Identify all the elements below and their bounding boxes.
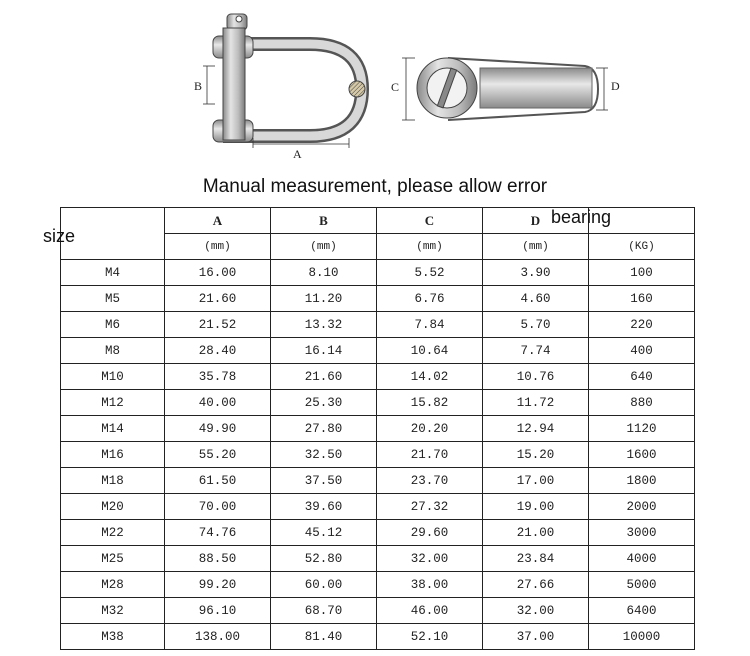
value-cell: 45.12 [271, 520, 377, 546]
value-cell: 40.00 [165, 390, 271, 416]
table-row [61, 598, 695, 624]
value-cell: 400 [589, 338, 695, 364]
value-cell: 5.70 [483, 312, 589, 338]
side-view [391, 58, 620, 120]
value-cell: 28.40 [165, 338, 271, 364]
value-cell: 32.50 [271, 442, 377, 468]
value-cell: 2000 [589, 494, 695, 520]
size-cell: M6 [61, 312, 165, 338]
value-cell: 96.10 [165, 598, 271, 624]
caption: Manual measurement, please allow error [202, 176, 548, 197]
size-cell: M14 [61, 416, 165, 442]
value-cell: 3000 [589, 520, 695, 546]
size-cell: M8 [61, 338, 165, 364]
dim-d-label: D [611, 79, 620, 93]
value-cell: 640 [589, 364, 695, 390]
value-cell: 1600 [589, 442, 695, 468]
value-cell: 4.60 [483, 286, 589, 312]
value-cell: 7.84 [377, 312, 483, 338]
value-cell: 39.60 [271, 494, 377, 520]
value-cell: 16.00 [165, 260, 271, 286]
value-cell: 21.60 [165, 286, 271, 312]
value-cell: 6.76 [377, 286, 483, 312]
value-cell: 27.80 [271, 416, 377, 442]
spec-table [60, 207, 695, 650]
size-cell: M28 [61, 572, 165, 598]
unit-bearing: (KG) [589, 234, 695, 260]
value-cell: 160 [589, 286, 695, 312]
size-cell: M12 [61, 390, 165, 416]
value-cell: 81.40 [271, 624, 377, 650]
value-cell: 32.00 [483, 598, 589, 624]
value-cell: 8.10 [271, 260, 377, 286]
value-cell: 27.32 [377, 494, 483, 520]
value-cell: 6400 [589, 598, 695, 624]
value-cell: 20.20 [377, 416, 483, 442]
unit-c: (mm) [377, 234, 483, 260]
value-cell: 21.00 [483, 520, 589, 546]
size-cell: M5 [61, 286, 165, 312]
value-cell: 52.10 [377, 624, 483, 650]
table-row [61, 520, 695, 546]
value-cell: 88.50 [165, 546, 271, 572]
table-row [61, 390, 695, 416]
value-cell: 13.32 [271, 312, 377, 338]
value-cell: 49.90 [165, 416, 271, 442]
unit-d: (mm) [483, 234, 589, 260]
value-cell: 5.52 [377, 260, 483, 286]
table-row [61, 312, 695, 338]
header-b: B [271, 208, 377, 234]
value-cell: 55.20 [165, 442, 271, 468]
size-label: size [43, 226, 76, 246]
value-cell: 27.66 [483, 572, 589, 598]
size-cell: M16 [61, 442, 165, 468]
value-cell: 70.00 [165, 494, 271, 520]
value-cell: 11.20 [271, 286, 377, 312]
value-cell: 23.70 [377, 468, 483, 494]
value-cell: 61.50 [165, 468, 271, 494]
value-cell: 10.64 [377, 338, 483, 364]
value-cell: 10.76 [483, 364, 589, 390]
unit-a: (mm) [165, 234, 271, 260]
table-row [61, 442, 695, 468]
table-row [61, 338, 695, 364]
value-cell: 100 [589, 260, 695, 286]
table-row [61, 468, 695, 494]
value-cell: 21.70 [377, 442, 483, 468]
table-row [61, 260, 695, 286]
value-cell: 60.00 [271, 572, 377, 598]
value-cell: 1800 [589, 468, 695, 494]
dim-c-label: C [391, 80, 400, 94]
value-cell: 14.02 [377, 364, 483, 390]
value-cell: 1120 [589, 416, 695, 442]
value-cell: 4000 [589, 546, 695, 572]
size-header-cell [61, 208, 165, 260]
value-cell: 15.20 [483, 442, 589, 468]
header-d: D [483, 208, 589, 234]
size-cell: M38 [61, 624, 165, 650]
value-cell: 138.00 [165, 624, 271, 650]
value-cell: 35.78 [165, 364, 271, 390]
value-cell: 17.00 [483, 468, 589, 494]
table-row [61, 546, 695, 572]
value-cell: 3.90 [483, 260, 589, 286]
table-row [61, 572, 695, 598]
dim-a-label: A [293, 147, 302, 161]
header-c: C [377, 208, 483, 234]
table-row [61, 416, 695, 442]
table-body [61, 260, 695, 650]
value-cell: 10000 [589, 624, 695, 650]
value-cell: 220 [589, 312, 695, 338]
bearing-label: bearing [551, 207, 612, 227]
size-cell: M32 [61, 598, 165, 624]
value-cell: 12.94 [483, 416, 589, 442]
size-cell: M4 [61, 260, 165, 286]
value-cell: 37.50 [271, 468, 377, 494]
value-cell: 11.72 [483, 390, 589, 416]
size-cell: M18 [61, 468, 165, 494]
shackle-diagram [0, 0, 750, 175]
value-cell: 46.00 [377, 598, 483, 624]
value-cell: 52.80 [271, 546, 377, 572]
value-cell: 7.74 [483, 338, 589, 364]
value-cell: 21.60 [271, 364, 377, 390]
table-row [61, 624, 695, 650]
value-cell: 15.82 [377, 390, 483, 416]
value-cell: 29.60 [377, 520, 483, 546]
size-cell: M25 [61, 546, 165, 572]
value-cell: 5000 [589, 572, 695, 598]
table-row [61, 364, 695, 390]
value-cell: 99.20 [165, 572, 271, 598]
value-cell: 880 [589, 390, 695, 416]
front-view [194, 14, 365, 161]
size-cell: M10 [61, 364, 165, 390]
unit-b: (mm) [271, 234, 377, 260]
value-cell: 23.84 [483, 546, 589, 572]
value-cell: 32.00 [377, 546, 483, 572]
value-cell: 37.00 [483, 624, 589, 650]
value-cell: 21.52 [165, 312, 271, 338]
value-cell: 25.30 [271, 390, 377, 416]
size-cell: M20 [61, 494, 165, 520]
dim-b-label: B [194, 79, 203, 93]
size-cell: M22 [61, 520, 165, 546]
table-row [61, 286, 695, 312]
header-a: A [165, 208, 271, 234]
table-row [61, 494, 695, 520]
value-cell: 19.00 [483, 494, 589, 520]
value-cell: 38.00 [377, 572, 483, 598]
value-cell: 74.76 [165, 520, 271, 546]
value-cell: 68.70 [271, 598, 377, 624]
value-cell: 16.14 [271, 338, 377, 364]
